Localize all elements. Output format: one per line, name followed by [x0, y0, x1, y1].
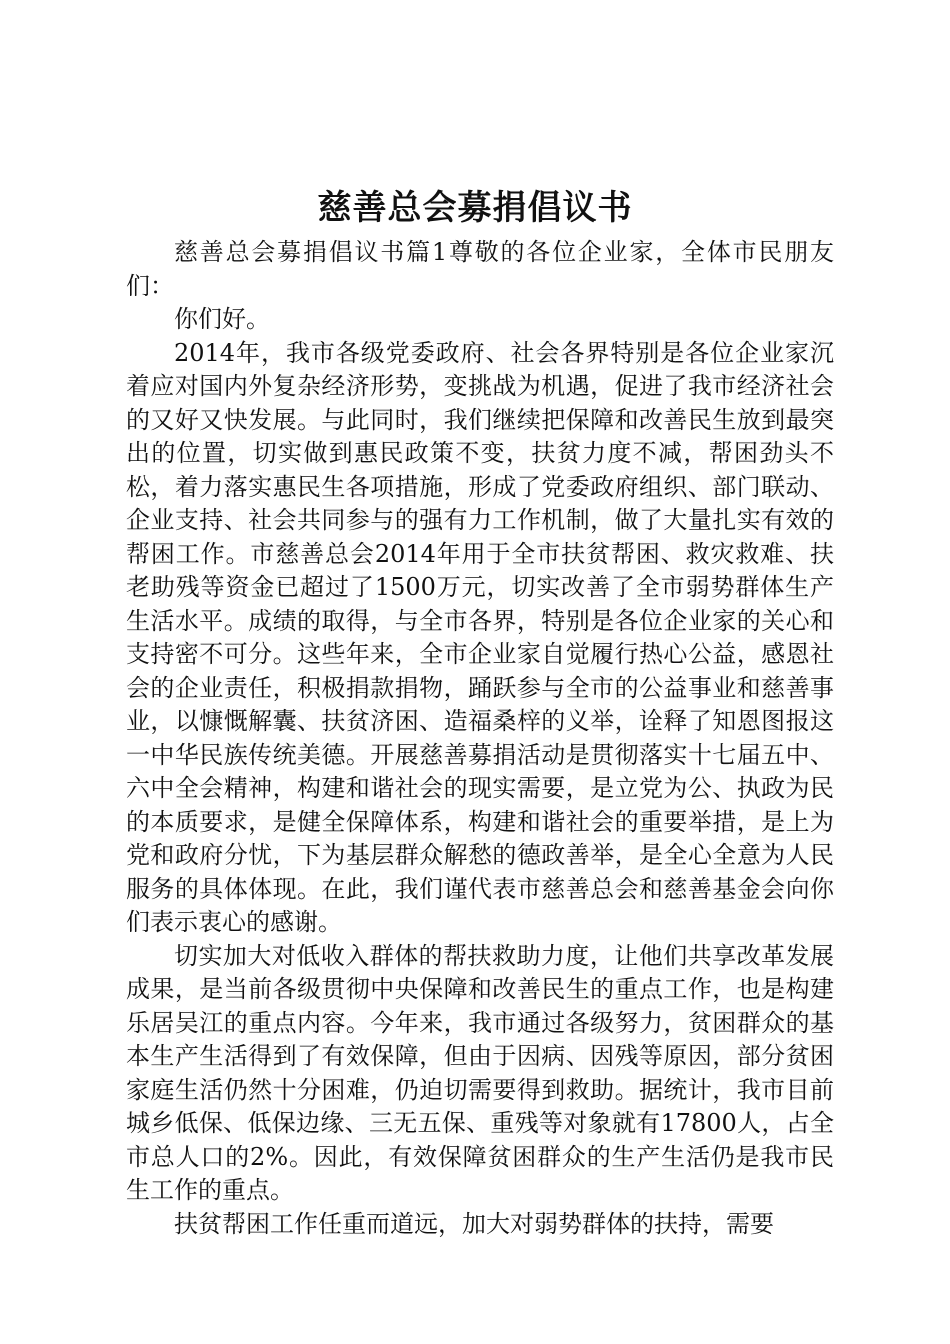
paragraph-4: 切实加大对低收入群体的帮扶救助力度，让他们共享改革发展成果，是当前各级贯彻中央保障和改善民生的重点工作，也是构建乐居吴江的重点内容。今年来，我市通过各级努力，贫困群众的基本生产生活得到了有效保障，但由于因病、因残等原因，部分贫困家庭生活仍然十分困难，仍迫切需要得到救助。据统计，我市目前城乡低保、低保边缘、三无五保、重残等对象就有17800人，占全市总人口的2%。因此，有效保障贫困群众的生产生活仍是我市民生工作的重点。: [126, 941, 834, 1204]
document-body: [126, 236, 834, 1241]
paragraph-1: 慈善总会募捐倡议书篇1尊敬的各位企业家，全体市民朋友们：: [126, 238, 834, 300]
paragraph-2: 你们好。: [174, 305, 270, 333]
paragraph-5: 扶贫帮困工作任重而道远，加大对弱势群体的扶持，需要: [174, 1209, 774, 1238]
paragraph-3: 2014年，我市各级党委政府、社会各界特别是各位企业家沉着应对国内外复杂经济形势，变挑战为机遇，促进了我市经济社会的又好又快发展。与此同时，我们继续把保障和改善民生放到最突出的位置，切实做到惠民政策不变，扶贫力度不减，帮困劲头不松，着力落实惠民生各项措施，形成了党委政府组织、部门联动、企业支持、社会共同参与的强有力工作机制，做了大量扎实有效的帮困工作。市慈善总会2014年用于全市扶贫帮困、救灾救难、扶老助残等资金已超过了1500万元，切实改善了全市弱势群体生产生活水平。成绩的取得，与全市各界，特别是各位企业家的关心和支持密不可分。这些年来，全市企业家自觉履行热心公益，感恩社会的企业责任，积极捐款捐物，踊跃参与全市的公益事业和慈善事业，以慷慨解囊、扶贫济困、造福桑梓的义举，诠释了知恩图报这一中华民族传统美德。开展慈善募捐活动是贯彻落实十七届五中、六中全会精神，构建和谐社会的现实需要，是立党为公、执政为民的本质要求，是健全保障体系，构建和谐社会的重要举措，是上为党和政府分忧，下为基层群众解愁的德政善举，是全心全意为人民服务的具体体现。在此，我们谨代表市慈善总会和慈善基金会向你们表示衷心的感谢。: [126, 338, 834, 936]
document-title: 慈善总会募捐倡议书: [317, 188, 633, 228]
